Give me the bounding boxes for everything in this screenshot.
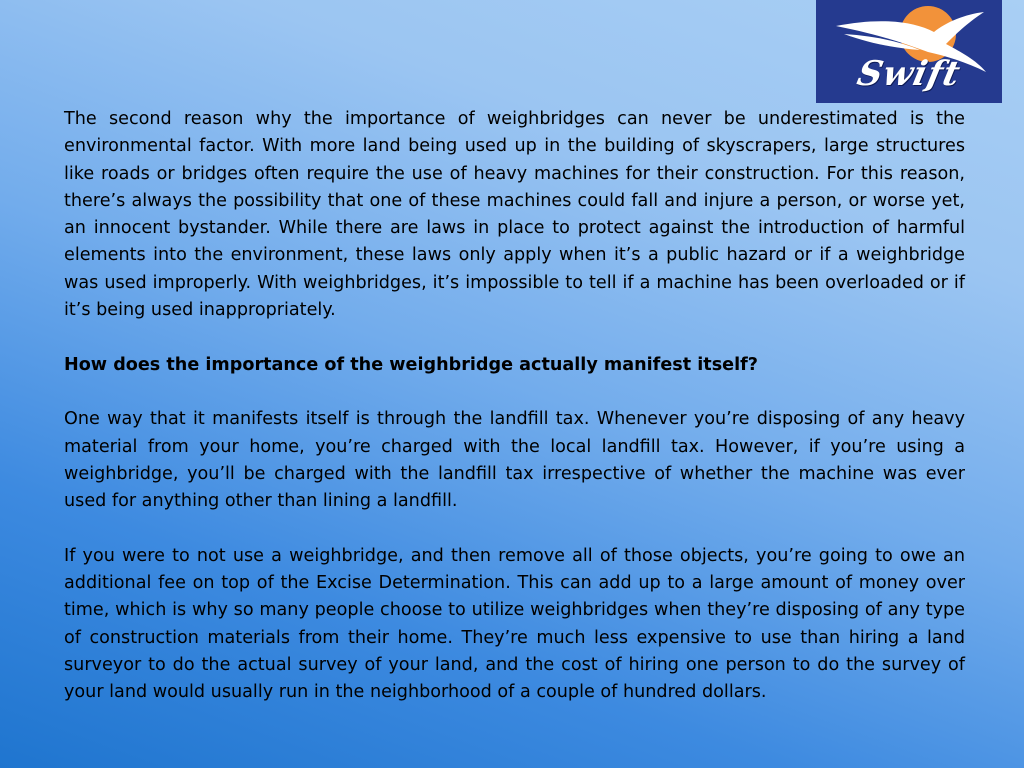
logo-wordmark: Swift [853,54,965,94]
document-body [64,106,965,707]
section-heading: How does the importance of the weighbridge actually manifest itself? [64,354,759,375]
paragraph-excise-determination: If you were to not use a weighbridge, and then remove all of those objects, you’re going to owe an additional fee on top of the Excise Determination. This can add up to a large amount of money over time, which is why so many people choose to utilize weighbridges when they’re disposing of any type of construction materials from their home. They’re much less expensive to use than hiring a land surveyor to do the actual survey of your land, and the cost of hiring one person to do the survey of your land would usually run in the neighborhood of a couple of hundred dollars. [64,545,965,703]
paragraph-spacer [64,515,965,542]
swift-logo [816,0,1002,103]
paragraph-spacer [64,379,965,406]
paragraph-landfill-tax: One way that it manifests itself is through the landfill tax. Whenever you’re disposing of any heavy material from your home, you’re charged with the local landfill tax. However, if you’re using a weighbridge, you’ll be charged with the landfill tax irrespective of whether the machine was ever used for anything other than lining a landfill. [64,409,965,512]
paragraph-spacer [64,324,965,351]
paragraph-environmental-factor: The second reason why the importance of weighbridges can never be underestimated is the environmental factor. With more land being used up in the building of skyscrapers, large structures like roads or bridges often require the use of heavy machines for their construction. For this reason, there’s always the possibility that one of these machines could fall and injure a person, or worse yet, an innocent bystander. While there are laws in place to protect against the introduction of harmful elements into the environment, these laws only apply when it’s a public hazard or if a weighbridge was used improperly. With weighbridges, it’s impossible to tell if a machine has been overloaded or if it’s being used inappropriately. [64,109,965,321]
